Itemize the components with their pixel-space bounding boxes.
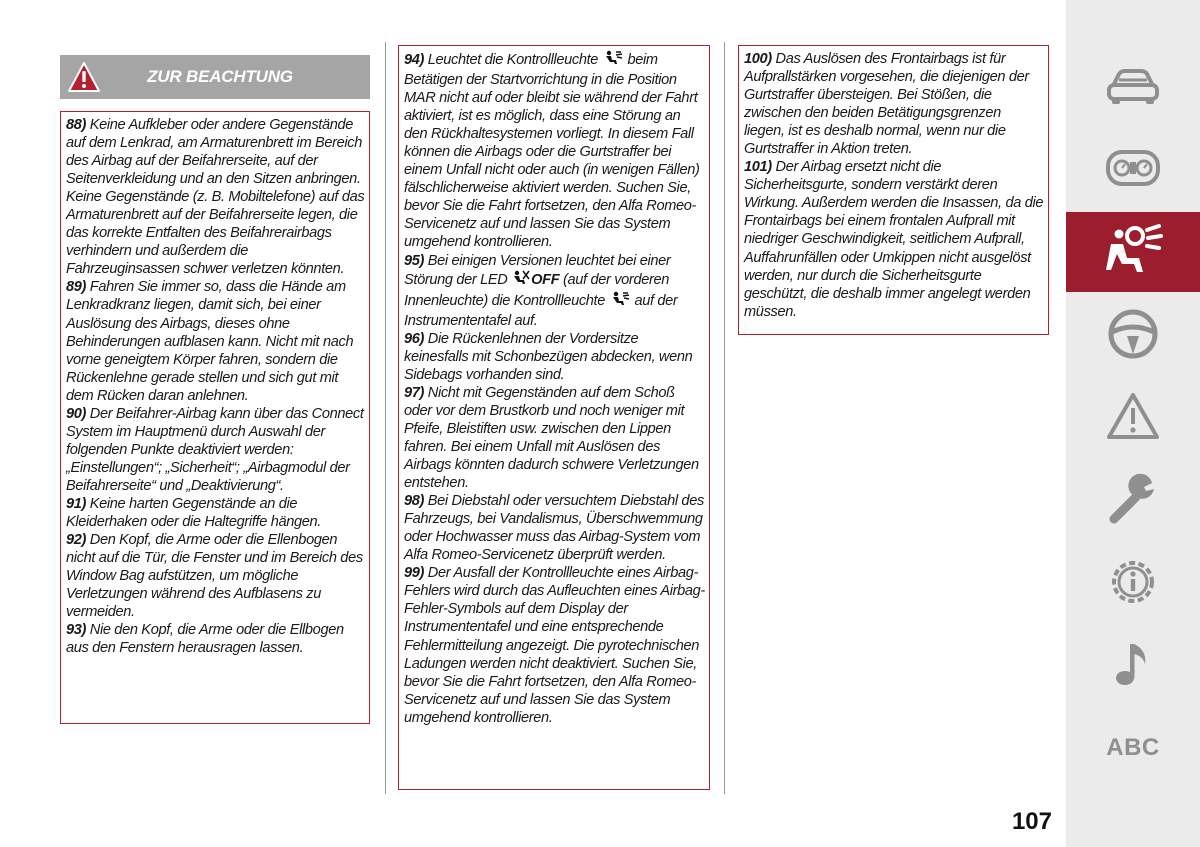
warning-triangle-icon (64, 55, 104, 99)
sidebar-item-instruments[interactable] (1066, 130, 1200, 210)
note-90: 90) Der Beifahrer-Airbag kann über das Connect System im Hauptmenü durch Auswahl der folgenden Punkte deaktiviert werden: „Einstellungen“; „Sicherheit“; „Airbagmodul der Beifahrerseite“ und „Deaktivierung“. (66, 405, 364, 494)
note-88: 88) Keine Aufkleber oder andere Gegenstände auf dem Lenkrad, am Armaturenbrett im Bereich des Airbag auf der Beifahrerseite, auf der Seitenverkleidung und an den Sitzen anbringen. Keine Gegenstände (z. B. Mobiltelefone) auf das Armaturenbrett auf der Beifahrerseite legen, die das korrekte Entfalten des Beifahrerairbags verhindern und außerdem die Fahrzeuginsassen schwer verletzen könnten. (66, 117, 365, 278)
instrument-panel-icon (1105, 148, 1161, 193)
sidebar-item-index[interactable] (1066, 708, 1200, 788)
steering-wheel-icon (1107, 308, 1159, 365)
note-91: 91) Keine harten Gegenstände an die Kleiderhaken oder die Haltegriffe hängen. (66, 495, 322, 531)
info-gear-icon (1106, 555, 1160, 614)
sidebar-item-maintenance[interactable] (1066, 462, 1200, 542)
sidebar-item-emergency[interactable] (1066, 378, 1200, 458)
note-93: 93) Nie den Kopf, die Arme oder die Ellbogen aus den Fenstern herausragen lassen. (66, 622, 344, 657)
warning-title: ZUR BEACHTUNG (147, 67, 293, 86)
abc-index-label: ABC (1106, 734, 1160, 761)
airbag-warning-light-icon (610, 291, 630, 312)
airbag-off-led-icon (512, 270, 530, 291)
warning-triangle-icon (1106, 392, 1160, 445)
note-92: 92) Den Kopf, die Arme oder die Ellenbogen nicht auf die Tür, die Fenster und im Bereich des Window Bag aufstützen, um mögliche Verletzungen während des Aufblasens zu vermeiden. (66, 532, 363, 621)
wrench-icon (1106, 473, 1160, 532)
note-99: 99) Der Ausfall der Kontrollleuchte eines Airbag-Fehlers wird durch das Aufleuchten eines Airbag-Fehler-Symbols auf dem Display der Instrumententafel und eine entsprechende Fehlermitteilung angezeigt. Die pyrotechnischen Ladungen werden nicht deaktiviert. Suchen Sie, bevor Sie die Fahrt fortsetzen, den Alfa Romeo-Servicenetz auf und lassen Sie das System umgehend kontrollieren. (404, 565, 705, 726)
airbag-person-icon (1103, 222, 1163, 283)
column-divider-left (385, 42, 386, 794)
note-96: 96) Die Rückenlehnen der Vordersitze keinesfalls mit Schonbezügen abdecken, wenn Sidebags vorhanden sind. (404, 330, 693, 383)
column-divider-right (724, 42, 725, 794)
sidebar-item-vehicle[interactable] (1066, 48, 1200, 128)
chapter-sidebar (1066, 0, 1200, 847)
car-icon (1105, 66, 1161, 111)
note-98: 98) Bei Diebstahl oder versuchtem Diebstahl des Fahrzeugs, bei Vandalismus, Überschwemmung oder Hochwasser muss das Airbag-System vom Alfa Romeo-Servicenetz überprüft werden. (404, 493, 704, 564)
note-97: 97) Nicht mit Gegenständen auf dem Schoß oder vor dem Brustkorb und noch weniger mit Pfeife, Bleistiften usw. zwischen den Lippen fahren. Bei einem Unfall mit Auslösen des Airbags könnten dadurch schwere Verletzungen entstehen. (404, 384, 699, 492)
note-94: 94) Leuchtet die Kontrollleuchte beim Betätigen der Startvorrichtung in die Position MAR nicht auf oder bleibt sie während der Fahrt aktiviert, ist es möglich, dass eine Störung an den Rückhaltesystemen vorliegt. In diesem Fall können die Airbags oder die Gurtstraffer bei einem Unfall nicht oder auch (in wenigen Fällen) fälschlicherweise aktiviert werden. Suchen Sie, bevor Sie die Fahrt fortsetzen, den Alfa Romeo-Servicenetz auf und lassen Sie das System umgehend kontrollieren. (404, 52, 700, 251)
note-100: 100) Das Auslösen des Frontairbags ist für Aufprallstärken vorgesehen, die diejenigen der Gurtstraffer übersteigen. Bei Stößen, die zwischen den beiden Betätigungsgrenzen liegen, ist es deshalb normal, wenn nur die Gurtstraffer in Aktion treten. (744, 51, 1029, 158)
warning-notes-box-2 (398, 45, 710, 790)
note-95: 95) Bei einigen Versionen leuchtet bei einer Störung der LED OFF (auf der vorderen Innenleuchte) die Kontrollleuchte auf der Instrumententafel auf. (404, 252, 678, 329)
sidebar-item-driving[interactable] (1066, 296, 1200, 376)
music-note-icon (1111, 638, 1155, 695)
sidebar-item-safety[interactable] (1066, 212, 1200, 292)
warning-notes-box-3 (738, 45, 1049, 335)
note-89: 89) Fahren Sie immer so, dass die Hände am Lenkradkranz liegen, damit sich, bei einer Auslösung des Airbags, dieses ohne Behinderungen aufblasen kann. Nicht mit nach vorne geneigtem Körper fahren, sondern die Rückenlehne gerade stellen und sich gut mit dem Rücken daran anlehnen. (66, 279, 354, 404)
sidebar-item-multimedia[interactable] (1066, 626, 1200, 706)
warning-header (60, 55, 370, 99)
sidebar-item-technical-data[interactable] (1066, 544, 1200, 624)
note-101: 101) Der Airbag ersetzt nicht die Sicherheitsgurte, sondern verstärkt deren Wirkung. Außerdem werden die Insassen, da die Frontairbags bei einem frontalen Aufprall mit niedriger Geschwindigkeit, seitlichem Aufprall, Auffahrunfällen oder Umkippen nicht ausgelöst werden, nur durch die Sicherheitsgurte geschützt, die deshalb immer angelegt werden müssen. (744, 159, 1044, 320)
warning-notes-box-1 (60, 111, 370, 724)
airbag-warning-light-icon (603, 50, 623, 71)
page-number: 107 (1011, 808, 1052, 835)
